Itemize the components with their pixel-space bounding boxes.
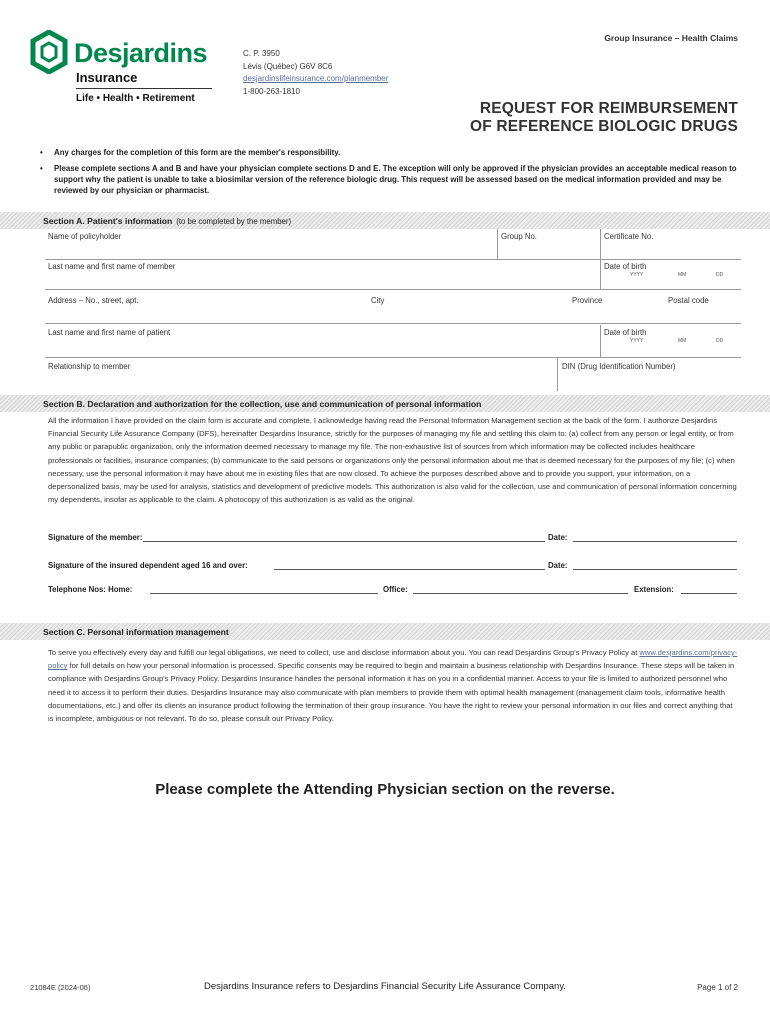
dependent-signature-line[interactable] xyxy=(274,569,545,570)
section-a-header xyxy=(0,212,770,229)
dob-mm: MM xyxy=(678,338,687,344)
divider xyxy=(600,325,601,357)
member-date-line[interactable] xyxy=(573,541,737,542)
declaration-text: All the information I have provided on the claim form is accurate and complete. I acknowledge having read the Personal Information Management section at the back of the form. I authorize Desjardins Financial Security Life Assurance Company (DFS), hereinafter Desjardins Insurance, strictly for the purposes of managing my file and settling this claim to: (a) collect from any person or legal entity, or from any public or parapublic organization, only the information deemed necessary to manage my file. The non-exhaustive list of sources from which information may be collected includes healthcare professionals or facilities, insurance companies; (b) communicate to the said persons or organizations only the personal information about me that is deemed necessary for the purposes of my file; (c) when necessary, use the personal information it may have about me in existing files that are now closed. To achieve the purposes described above and to provide you support, your information, on a depersonalized basis, may be used for analysis, statistics and development of predictive models. This authorization is also valid for the collection, use and communication of personal information concerning my dependents, insofar as applicable to the claim. A photocopy of this authorization is as valid as the original. xyxy=(48,416,737,505)
member-signature-label: Signature of the member: xyxy=(48,533,143,542)
instruction-item: • Any charges for the completion of this form are the member's responsibility. xyxy=(37,147,742,158)
relationship-label: Relationship to member xyxy=(48,362,131,371)
patient-dob-label: Date of birth xyxy=(604,328,647,337)
desjardins-hexagon-icon xyxy=(30,30,68,74)
telephone-office-label: Office: xyxy=(383,585,408,594)
certificate-no-label: Certificate No. xyxy=(604,232,654,241)
section-b-header xyxy=(0,395,770,412)
mailing-address xyxy=(243,48,388,98)
address-label: Address – No., street, apt. xyxy=(48,296,139,305)
group-label: Group Insurance – Health Claims xyxy=(604,33,738,43)
member-signature-line[interactable] xyxy=(143,541,545,542)
patient-name-label: Last name and first name of patient xyxy=(48,328,171,337)
group-no-field[interactable] xyxy=(498,229,598,259)
desjardins-logo xyxy=(30,30,215,104)
dob-dd: DD xyxy=(716,338,724,344)
section-c-title: Section C. Personal information management xyxy=(43,627,229,637)
dob-mm: MM xyxy=(678,272,687,278)
address-field[interactable] xyxy=(45,293,365,319)
privacy-text xyxy=(48,646,738,725)
divider xyxy=(497,229,498,259)
telephone-home-line[interactable] xyxy=(150,593,378,594)
dependent-date-label: Date: xyxy=(548,561,568,570)
postal-code-label: Postal code xyxy=(668,296,709,305)
privacy-text-after: for full details on how your personal information is processed. Specific consents may be required to begin and maintain a business relationship with Desjardins Insurance. These steps will be taken in compliance with Desjardins Group's Privacy Policy. Desjardins Insurance handles the personal information it has on you in a confidential manner. Access to your file is limited to authorized personnel who need it to access it to perform their duties. Desjardins Insurance may also communicate with plan members to provide them with optimal health management (management claim tools, informative health documentations, etc.) and offer its clients an insurance product following the termination of their group insurance. You have the right to review your personal information in our files and correct anything that is incomplete, ambiguous or not relevant. To do so, please consult our Privacy Policy. xyxy=(48,661,735,724)
section-a-title: Section A. Patient's information xyxy=(43,216,173,226)
telephone-extension-line[interactable] xyxy=(681,593,737,594)
certificate-no-field[interactable] xyxy=(601,229,741,259)
telephone-home-label: Telephone Nos: Home: xyxy=(48,585,133,594)
member-name-field[interactable] xyxy=(45,259,597,289)
group-no-label: Group No. xyxy=(501,232,537,241)
brand-tagline: Life • Health • Retirement xyxy=(76,93,195,104)
divider xyxy=(45,357,741,358)
member-dob-label: Date of birth xyxy=(604,262,647,271)
form-title-line1: REQUEST FOR REIMBURSEMENT xyxy=(479,100,738,117)
form-title xyxy=(470,100,738,136)
divider xyxy=(45,323,741,324)
section-a-note: (to be completed by the member) xyxy=(176,217,292,226)
policyholder-label: Name of policyholder xyxy=(48,232,122,241)
patient-name-field[interactable] xyxy=(45,325,597,357)
divider xyxy=(557,357,558,391)
form-code: 21084E (2024-06) xyxy=(30,983,91,992)
instructions-list xyxy=(37,147,742,201)
province-label: Province xyxy=(572,296,603,305)
dependent-date-line[interactable] xyxy=(573,569,737,570)
divider xyxy=(600,259,601,289)
member-name-label: Last name and first name of member xyxy=(48,262,176,271)
postal-code-field[interactable] xyxy=(665,293,741,319)
privacy-policy-link[interactable]: www.desjardins.com/privacy-policy xyxy=(48,648,738,671)
relationship-field[interactable] xyxy=(45,359,555,389)
footer-note: Desjardins Insurance refers to Desjardins Financial Security Life Assurance Company. xyxy=(203,981,567,992)
province-field[interactable] xyxy=(569,293,664,319)
din-field[interactable] xyxy=(559,359,741,389)
reverse-side-notice: Please complete the Attending Physician section on the reverse. xyxy=(155,781,615,798)
page-number: Page 1 of 2 xyxy=(697,983,738,992)
policyholder-field[interactable] xyxy=(45,229,495,259)
website-link[interactable]: desjardinslifeinsurance.com/planmember xyxy=(243,74,389,83)
section-c-header xyxy=(0,623,770,640)
section-b-title: Section B. Declaration and authorization for the collection, use and communication of personal information xyxy=(43,399,482,409)
telephone-extension-label: Extension: xyxy=(634,585,674,594)
brand-sub: Insurance xyxy=(76,70,138,85)
city-label: City xyxy=(371,296,385,305)
dob-dd: DD xyxy=(716,272,724,278)
city-field[interactable] xyxy=(368,293,568,319)
dependent-signature-label: Signature of the insured dependent aged 16 and over: xyxy=(48,561,248,570)
brand-divider xyxy=(76,88,212,89)
instruction-item: • Please complete sections A and B and have your physician complete sections D and E. The exception will only be approved if the physician provides an acceptable medical reason to support why the patient is unable to take a biosimilar version of the reference biologic drug. This request will be assessed based on the medical information provided and may be reviewed by our physician or pharmacist. xyxy=(37,163,742,196)
address-line2: Lévis (Québec) G6V 8C6 xyxy=(243,61,333,71)
address-line1: C. P. 3950 xyxy=(243,49,280,58)
divider xyxy=(600,229,601,259)
privacy-text-before: To serve you effectively every day and fulfill our legal obligations, we need to collect, use and disclose information about you. You can read Desjardins Group's Privacy Policy at xyxy=(48,648,640,657)
din-label: DIN (Drug Identification Number) xyxy=(562,362,676,371)
divider xyxy=(45,289,741,290)
member-date-label: Date: xyxy=(548,533,568,542)
telephone-office-line[interactable] xyxy=(413,593,628,594)
dob-yyyy: YYYY xyxy=(630,338,644,344)
dob-yyyy: YYYY xyxy=(630,272,644,278)
phone-number: 1-800-263-1810 xyxy=(243,86,300,96)
brand-name: Desjardins xyxy=(74,38,208,68)
form-title-line2: OF REFERENCE BIOLOGIC DRUGS xyxy=(469,118,738,135)
